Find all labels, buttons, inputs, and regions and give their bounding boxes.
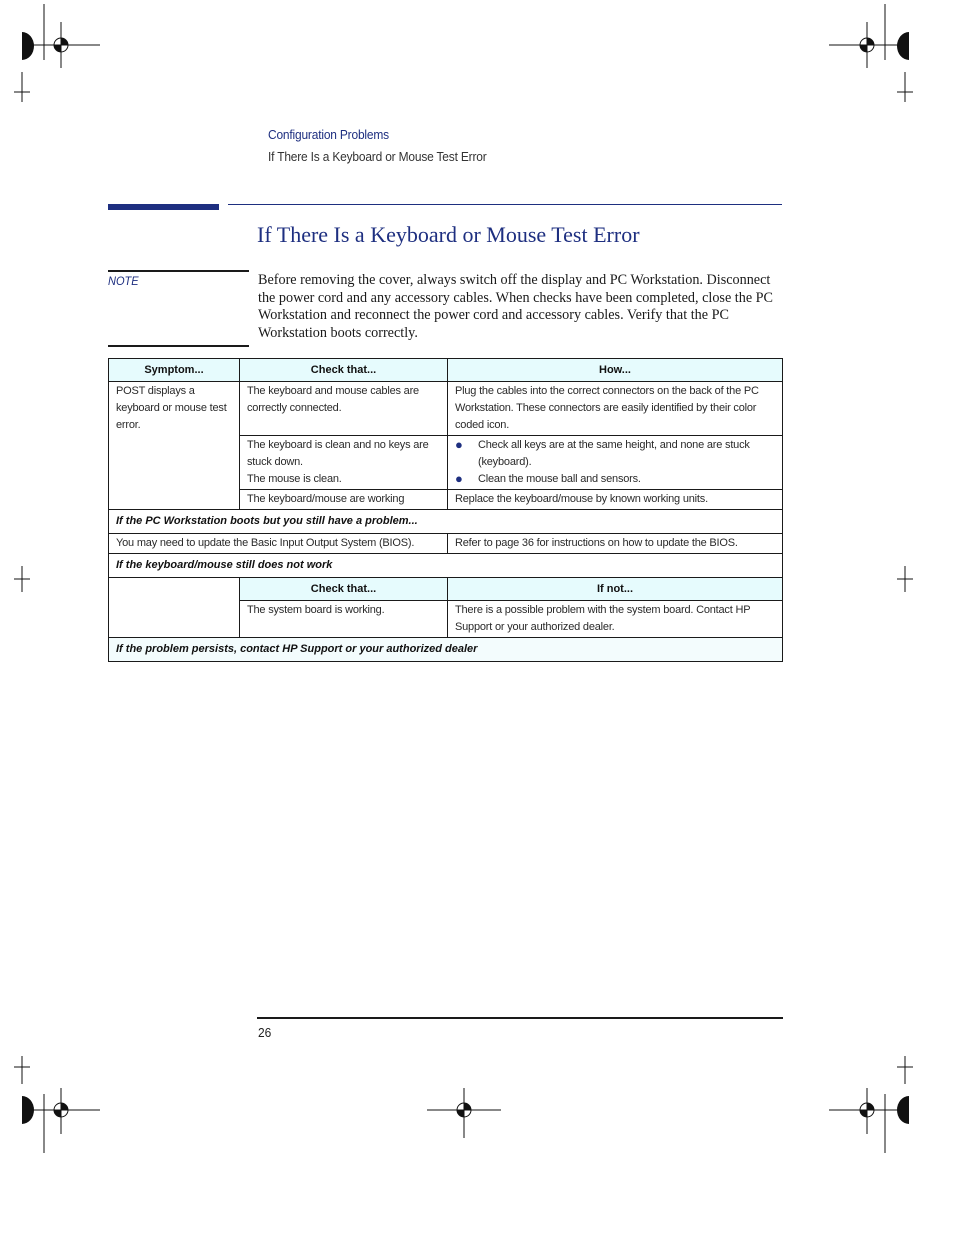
column-header-how: How...	[448, 359, 783, 382]
target-quadrant	[61, 1103, 68, 1110]
gauge-icon	[22, 1096, 34, 1124]
section-band: If the problem persists, contact HP Support or your authorized dealer	[109, 638, 783, 662]
symptom-cell: POST displays a keyboard or mouse test error.	[109, 382, 240, 510]
column-header-check: Check that...	[240, 578, 448, 601]
target-quadrant	[867, 1103, 874, 1110]
target-quadrant	[54, 1110, 61, 1117]
column-header-if-not: If not...	[448, 578, 783, 601]
gauge-icon	[897, 1096, 909, 1124]
running-header-subsection: If There Is a Keyboard or Mouse Test Error	[268, 149, 487, 164]
bios-how-cell: Refer to page 36 for instructions on how to update the BIOS.	[448, 534, 783, 554]
note-label: NOTE	[108, 274, 139, 288]
page-title: If There Is a Keyboard or Mouse Test Error	[257, 222, 640, 247]
check-cell: The system board is working.	[240, 601, 448, 638]
if-not-cell: There is a possible problem with the system board. Contact HP Support or your authorized dealer.	[448, 601, 783, 638]
section-band: If the keyboard/mouse still does not work	[109, 554, 783, 578]
running-header-section: Configuration Problems	[268, 127, 389, 142]
target-quadrant	[457, 1110, 464, 1117]
how-cell: Replace the keyboard/mouse by known working units.	[448, 490, 783, 510]
bullet-icon: ●	[455, 471, 463, 486]
check-cell: The keyboard and mouse cables are correctly connected.	[240, 382, 448, 436]
bullet-text: Clean the mouse ball and sensors.	[478, 473, 641, 485]
bullet-icon: ●	[455, 437, 463, 452]
gauge-icon	[22, 32, 34, 60]
bullet-text: Check all keys are at the same height, and none are stuck (keyboard).	[478, 439, 750, 468]
target-quadrant	[867, 38, 874, 45]
section-band: If the PC Workstation boots but you still have a problem...	[109, 510, 783, 534]
note-text: Before removing the cover, always switch off the display and PC Workstation. Disconnect the power cord and any accessory cables. When checks have been completed, close the PC Workstation and reconnect the power cord and accessory cables. Verify that the PC Workstation boots correctly.	[258, 272, 774, 341]
bios-cell: You may need to update the Basic Input Output System (BIOS).	[109, 534, 448, 554]
check-cell: The keyboard/mouse are working	[240, 490, 448, 510]
target-quadrant	[464, 1103, 471, 1110]
target-quadrant	[860, 45, 867, 52]
column-header-symptom: Symptom...	[109, 359, 240, 382]
check-line: The mouse is clean.	[247, 473, 342, 485]
gauge-icon	[897, 32, 909, 60]
how-cell: Plug the cables into the correct connectors on the back of the PC Workstation. These connectors are easily identified by their color coded icon.	[448, 382, 783, 436]
column-header-check: Check that...	[240, 359, 448, 382]
page-number: 26	[258, 1025, 272, 1040]
target-quadrant	[860, 1110, 867, 1117]
target-quadrant	[61, 38, 68, 45]
target-quadrant	[54, 45, 61, 52]
check-line: The keyboard is clean and no keys are stuck down.	[247, 439, 429, 468]
